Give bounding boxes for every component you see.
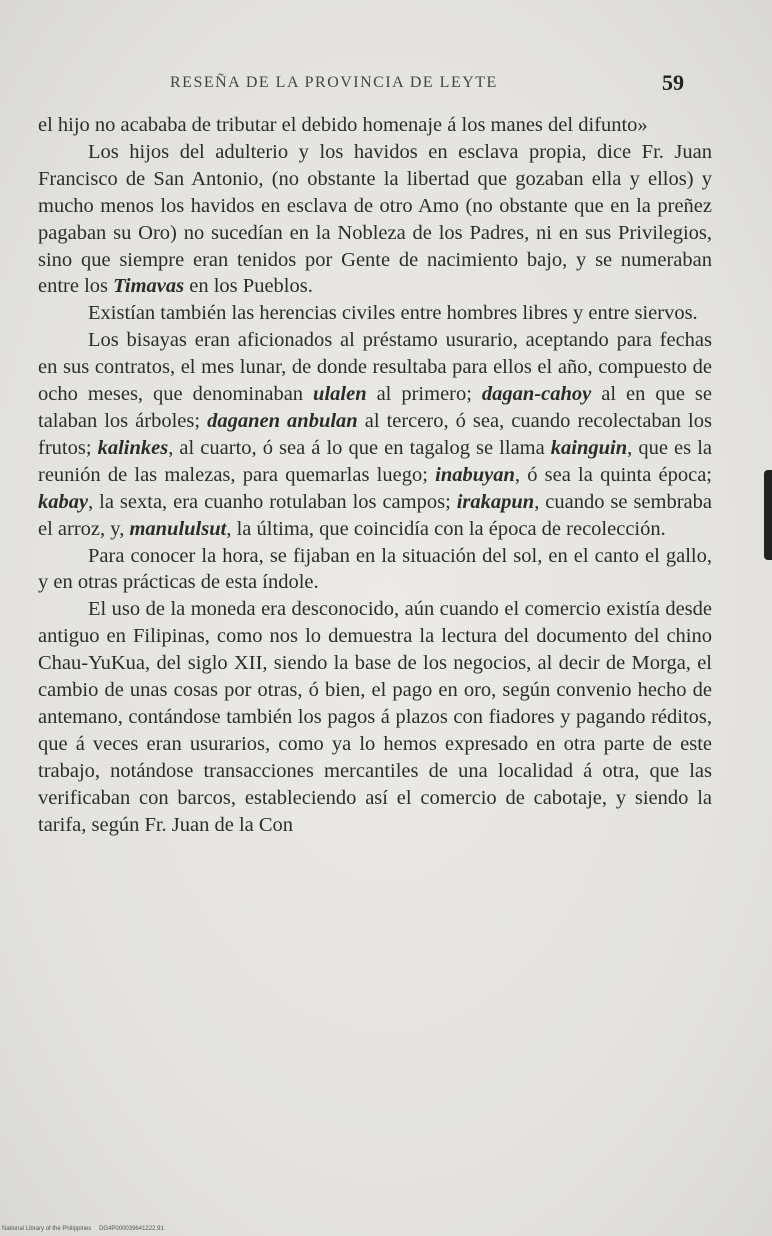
paragraph bbox=[38, 543, 712, 597]
paragraph bbox=[38, 139, 712, 300]
text-run: , cuando se sembraba el arroz, y, bbox=[38, 490, 713, 540]
text-run: El uso de la moneda era desconocido, aún cuando el comercio existía desde antiguo en Filipinas, como nos lo demuestra la lectura del documento del chino Chau-YuKua, del siglo XII, siendo la base de los negocios, al decir de Morga, el cambio de unas cosas por otras, ó bien, el pago en oro, según convenio hecho de antemano, contándose también los pagos á plazos con fiadores y pagando réditos, que á veces eran usurarios, como ya lo hemos expresado en otra parte de este trabajo, notándose transacciones mercantiles de una localidad á otra, que las verificaban con barcos, estableciendo así el comercio de cabotaje, y siendo la tarifa, según Fr. Juan de la Con bbox=[38, 598, 712, 836]
italic-term: kabay bbox=[38, 490, 89, 513]
text-run: al en que se talaban los árboles; bbox=[38, 383, 712, 432]
scan-footer bbox=[2, 1226, 170, 1232]
library-credit: National Library of the Philippines bbox=[2, 1226, 92, 1232]
page-header bbox=[0, 70, 772, 100]
running-title: RESEÑA DE LA PROVINCIA DE LEYTE bbox=[170, 74, 498, 91]
paragraph bbox=[38, 112, 712, 139]
body-text bbox=[38, 112, 712, 838]
page-edge-shadow bbox=[764, 470, 772, 560]
text-run: , la sexta, era cuanho rotulaban los campos; bbox=[88, 490, 457, 513]
scan-code: DG4P000039641222.91 bbox=[99, 1226, 164, 1232]
text-run: Para conocer la hora, se fijaban en la situación del sol, en el canto el gallo, y en otras prácticas de esta índole. bbox=[38, 544, 712, 594]
text-run: , que es la reunión de las malezas, para quemarlas luego; bbox=[38, 436, 712, 486]
italic-term: irakapun bbox=[456, 490, 535, 513]
italic-term: inabuyan bbox=[435, 463, 515, 486]
italic-term: Timavas bbox=[113, 275, 185, 298]
italic-term: kainguin bbox=[550, 436, 628, 459]
text-run: al tercero, ó sea, cuando recolectaban los frutos; bbox=[38, 409, 712, 459]
text-run: Los hijos del adulterio y los havidos en esclava propia, dice Fr. Juan Francisco de San Antonio, (no obstante la libertad que gozaban ella y ellos) y mucho menos los havidos en esclava de otro Amo (no obstante que en la preñez pagaban su Oro) no sucedían en la Nobleza de los Padres, ni en sus Privilegios, sino que siempre eran tenidos por Gente de nacimiento bajo, y se numeraban entre los bbox=[38, 140, 712, 298]
text-run: Existían también las herencias civiles entre hombres libres y entre siervos. bbox=[88, 302, 698, 325]
paragraph bbox=[38, 300, 712, 327]
italic-term: ulalen bbox=[313, 383, 367, 406]
italic-term: daganen anbulan bbox=[207, 409, 358, 432]
text-run: en los Pueblos. bbox=[184, 275, 313, 298]
paragraph bbox=[38, 327, 712, 542]
page-number: 59 bbox=[662, 70, 684, 95]
text-run: , la última, que coincidía con la época de recolección. bbox=[226, 517, 666, 540]
italic-term: kalinkes bbox=[97, 436, 169, 459]
italic-term: dagan-cahoy bbox=[481, 383, 592, 406]
text-run: , ó sea la quinta época; bbox=[514, 463, 713, 486]
italic-term: manululsut bbox=[129, 517, 227, 540]
paragraph bbox=[38, 596, 712, 838]
text-run: Los bisayas eran aficionados al préstamo usurario, aceptando para fechas en sus contratos, el mes lunar, de donde resultaba para ellos el año, compuesto de ocho meses, que denominaban bbox=[38, 329, 712, 406]
text-run: al primero; bbox=[366, 383, 482, 406]
text-run: el hijo no acababa de tributar el debido homenaje á los manes del difunto» bbox=[38, 114, 648, 136]
text-run: , al cuarto, ó sea á lo que en tagalog se llama bbox=[168, 436, 551, 459]
